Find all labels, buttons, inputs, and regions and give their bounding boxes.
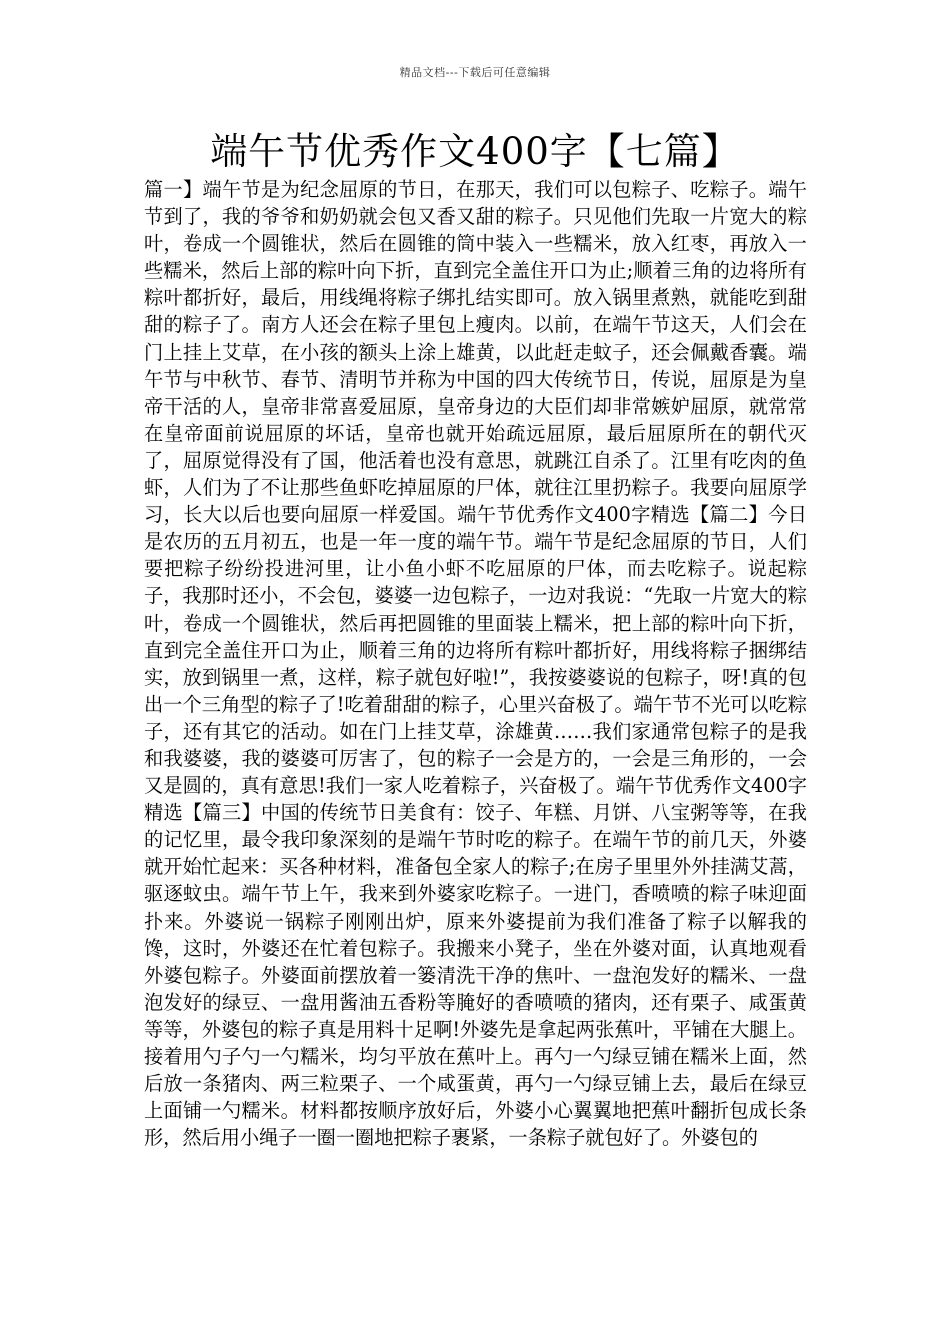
header-note: 精品文档---下载后可任意编辑 [399, 66, 551, 79]
essay-body: 篇一】端午节是为纪念屈原的节日，在那天，我们可以包粽子、吃粽子。端午节到了，我的爷爷和奶奶就会包又香又甜的粽子。只见他们先取一片宽大的粽叶，卷成一个圆锥状，然后在圆锥的筒中装入一些糯米，放入红枣，再放入一些糯米，然后上部的粽叶向下折，直到完全盖住开口为止;顺着三角的边将所有粽叶都折好，最后，用线绳将粽子绑扎结实即可。放入锅里煮熟，就能吃到甜甜的粽子了。南方人还会在粽子里包上瘦肉。以前，在端午节这天，人们会在门上挂上艾草，在小孩的额头上涂上雄黄，以此赶走蚊子，还会佩戴香囊。端午节与中秋节、春节、清明节并称为中国的四大传统节日，传说，屈原是为皇帝干活的人，皇帝非常喜爱屈原，皇帝身边的大臣们却非常嫉妒屈原，就常常在皇帝面前说屈原的坏话，皇帝也就开始疏远屈原，最后屈原所在的朝代灭了，屈原觉得没有了国，他活着也没有意思，就跳江自杀了。江里有吃肉的鱼虾，人们为了不让那些鱼虾吃掉屈原的尸体，就往江里扔粽子。我要向屈原学习，长大以后也要向屈原一样爱国。端午节优秀作文400字精选【篇二】今日是农历的五月初五，也是一年一度的端午节。端午节是纪念屈原的节日，人们要把粽子纷纷投进河里，让小鱼小虾不吃屈原的尸体，而去吃粽子。说起粽子，我那时还小，不会包，婆婆一边包粽子，一边对我说：“先取一片宽大的粽叶，卷成一个圆锥状，然后再把圆锥的里面装上糯米，把上部的粽叶向下折，直到完全盖住开口为止，顺着三角的边将所有粽叶都折好，用线将粽子捆绑结实，放到锅里一煮，这样，粽子就包好啦!”，我按婆婆说的包粽子，呀!真的包出一个三角型的粽子了!吃着甜甜的粽子，心里兴奋极了。端午节不光可以吃粽子，还有其它的活动。如在门上挂艾草，涂雄黄……我们家通常包粽子的是我和我婆婆，我的婆婆可厉害了，包的粽子一会是方的，一会是三角形的，一会又是圆的，真有意思!我们一家人吃着粽子，兴奋极了。端午节优秀作文400字精选【篇三】中国的传统节日美食有：饺子、年糕、月饼、八宝粥等等，在我的记忆里，最令我印象深刻的是端午节时吃的粽子。在端午节的前几天，外婆就开始忙起来：买各种材料，准备包全家人的粽子;在房子里里外外挂满艾蒿，驱逐蚊虫。端午节上午，我来到外婆家吃粽子。一进门，香喷喷的粽子味迎面扑来。外婆说一锅粽子刚刚出炉，原来外婆提前为我们准备了粽子以解我的馋，这时，外婆还在忙着包粽子。我搬来小凳子，坐在外婆对面，认真地观看外婆包粽子。外婆面前摆放着一篓清洗干净的焦叶、一盘泡发好的糯米、一盘泡发好的绿豆、一盘用酱油五香粉等腌好的香喷喷的猪肉，还有栗子、咸蛋黄等等，外婆包的粽子真是用料十足啊!外婆先是拿起两张蕉叶，平铺在大腿上。接着用勺子勺一勺糯米，均匀平放在蕉叶上。再勺一勺绿豆铺在糯米上面，然后放一条猪肉、两三粒栗子、一个咸蛋黄，再勺一勺绿豆铺上去，最后在绿豆上面铺一勺糯米。材料都按顺序放好后，外婆小心翼翼地把蕉叶翻折包成长条形，然后用小绳子一圈一圈地把粽子裹紧，一条粽子就包好了。外婆包的 [144, 178, 807, 1150]
document-title: 端午节优秀作文400字【七篇】 [210, 130, 740, 173]
